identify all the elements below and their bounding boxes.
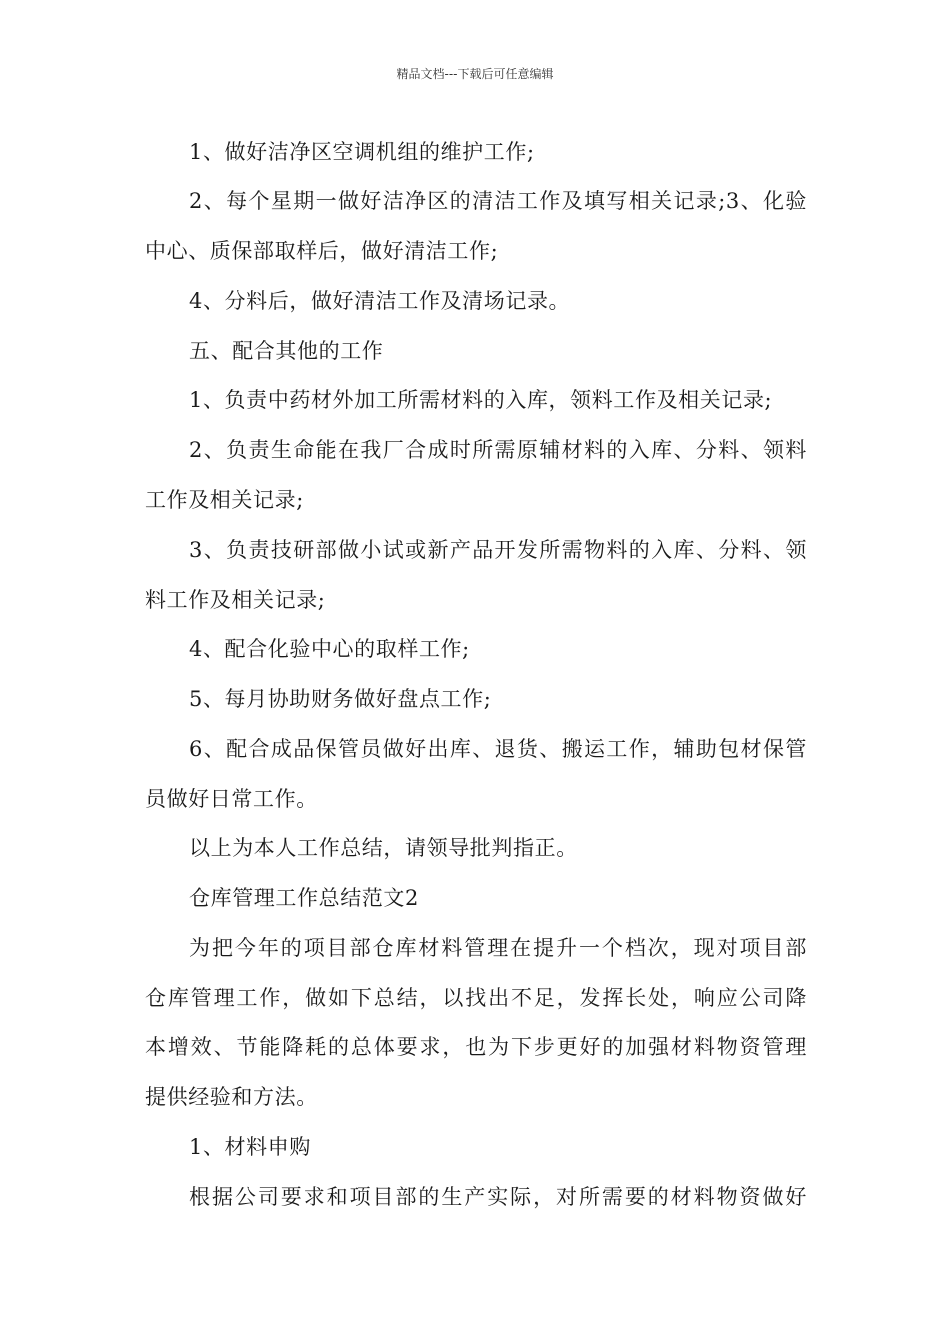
paragraph-line: 员做好日常工作。 [145, 787, 318, 811]
paragraph-line: 根据公司要求和项目部的生产实际，对所需要的材料物资做好 [189, 1185, 807, 1209]
paragraph-line: 2、每个星期一做好洁净区的清洁工作及填写相关记录;3、化验 [189, 189, 807, 213]
paragraph-line: 仓库管理工作，做如下总结，以找出不足，发挥长处，响应公司降 [145, 986, 807, 1010]
section-heading: 仓库管理工作总结范文2 [189, 886, 419, 910]
paragraph-line: 1、做好洁净区空调机组的维护工作; [189, 140, 535, 164]
paragraph-line: 3、负责技研部做小试或新产品开发所需物料的入库、分料、领 [189, 538, 807, 562]
paragraph-line: 5、每月协助财务做好盘点工作; [189, 687, 492, 711]
section-heading: 1、材料申购 [189, 1135, 311, 1159]
paragraph-line: 料工作及相关记录; [145, 588, 326, 612]
paragraph-line: 本增效、节能降耗的总体要求，也为下步更好的加强材料物资管理 [145, 1035, 807, 1059]
paragraph-line: 以上为本人工作总结，请领导批判指正。 [189, 836, 578, 860]
paragraph-line: 2、负责生命能在我厂合成时所需原辅材料的入库、分料、领料 [189, 438, 807, 462]
paragraph-line: 为把今年的项目部仓库材料管理在提升一个档次，现对项目部 [189, 936, 807, 960]
paragraph-line: 1、负责中药材外加工所需材料的入库，领料工作及相关记录; [189, 388, 773, 412]
paragraph-line: 4、分料后，做好清洁工作及清场记录。 [189, 289, 571, 313]
page-header: 精品文档---下载后可任意编辑 [396, 67, 554, 81]
paragraph-line: 中心、质保部取样后，做好清洁工作; [145, 239, 499, 263]
paragraph-line: 4、配合化验中心的取样工作; [189, 637, 470, 661]
paragraph-line: 6、配合成品保管员做好出库、退货、搬运工作，辅助包材保管 [189, 737, 807, 761]
paragraph-line: 提供经验和方法。 [145, 1085, 318, 1109]
section-heading: 五、配合其他的工作 [189, 339, 384, 363]
paragraph-line: 工作及相关记录; [145, 488, 304, 512]
